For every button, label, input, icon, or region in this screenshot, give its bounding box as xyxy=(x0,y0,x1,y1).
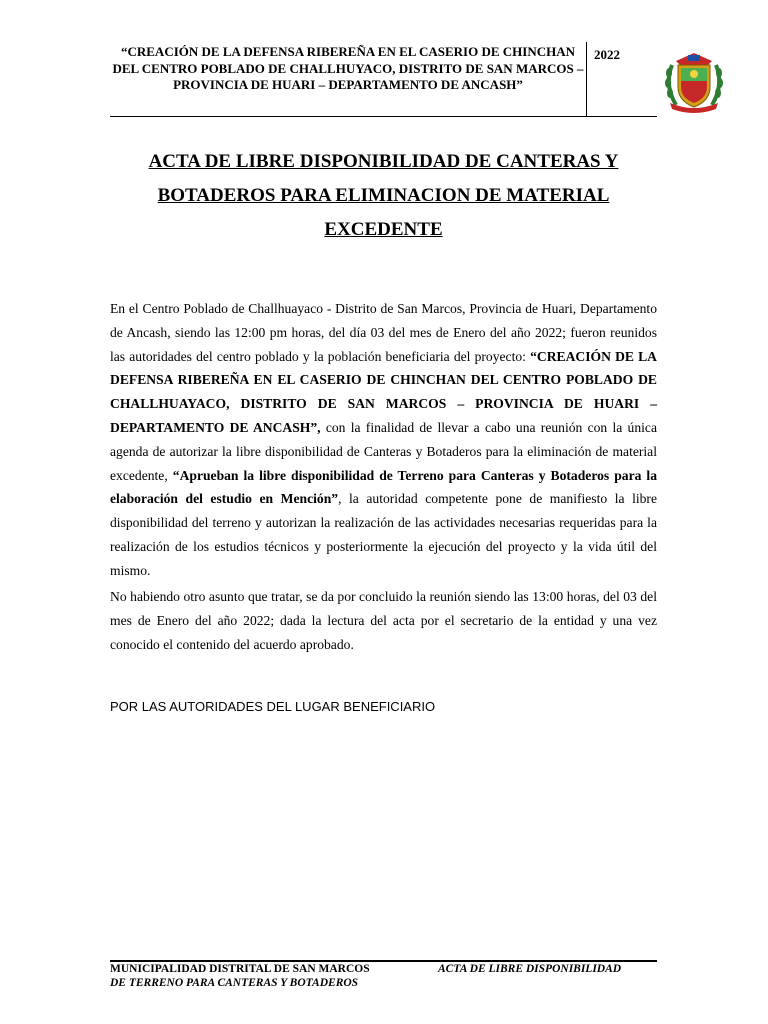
p1-project-name: “CREACIÓN DE LA DEFENSA RIBEREÑA EN EL CASERIO DE CHINCHAN DEL CENTRO POBLADO DE CHALLHUAYACO, DISTRITO DE SAN MARCOS – PROVINCIA DE HUARI – DEPARTAMENTO DE ANCASH”, xyxy=(110,348,657,435)
p1-closing-text: , la autoridad competente pone de manifiesto la libre disponibilidad del terreno y autorizan la realización de las actividades necesarias requeridas para la realización de los estudios técnicos y posteriormente la ejecución del proyecto y la vida útil del mismo. xyxy=(110,491,657,578)
document-title-line-2: BOTADEROS PARA ELIMINACION DE MATERIAL xyxy=(157,185,610,206)
header-year: 2022 xyxy=(594,47,620,62)
p1-intro-text: En el Centro Poblado de Challhuayaco - Distrito de San Marcos, Provincia de Huari, Departamento de Ancash, siendo las 12:00 pm horas, del día 03 del mes de Enero del año 2022; fueron reunidos las autoridades del centro poblado y la población beneficiaria del proyecto: xyxy=(110,301,657,364)
document-title xyxy=(110,145,657,247)
header-divider-horizontal xyxy=(110,116,657,117)
body-paragraph-2: No habiendo otro asunto que tratar, se da por concluido la reunión siendo las 13:00 horas, del 03 del mes de Enero del año 2022; dada la lectura del acta por el secretario de la entidad y una vez conocido el contenido del acuerdo aprobado. xyxy=(110,589,657,652)
footer-document-name: ACTA DE LIBRE DISPONIBILIDAD xyxy=(438,963,622,975)
closing-statement: POR LAS AUTORIDADES DEL LUGAR BENEFICIARIO xyxy=(110,699,436,714)
document-title-line-1: ACTA DE LIBRE DISPONIBILIDAD DE CANTERAS Y xyxy=(148,151,619,172)
header-project-title: “CREACIÓN DE LA DEFENSA RIBEREÑA EN EL CASERIO DE CHINCHAN DEL CENTRO POBLADO DE CHALLHUYACO, DISTRITO DE SAN MARCOS – PROVINCIA DE HUARI – DEPARTAMENTO DE ANCASH” xyxy=(112,44,584,92)
p1-resolution-text: “Aprueban la libre disponibilidad de Terreno para Canteras y Botaderos para la elaboración del estudio en Mención” xyxy=(110,467,657,507)
municipal-seal-icon xyxy=(662,51,726,113)
header-divider-vertical xyxy=(586,42,587,116)
body-paragraph-1 xyxy=(110,297,657,583)
p1-purpose-text: con la finalidad de llevar a cabo una reunión con la única agenda de autorizar la libre disponibilidad de Canteras y Botaderos para la eliminación de material excedente, xyxy=(110,419,657,483)
footer-municipality: MUNICIPALIDAD DISTRITAL DE SAN MARCOS xyxy=(110,963,370,975)
document-title-line-3: EXCEDENTE xyxy=(324,219,443,240)
footer-document-name-continued: DE TERRENO PARA CANTERAS Y BOTADEROS xyxy=(110,977,359,989)
